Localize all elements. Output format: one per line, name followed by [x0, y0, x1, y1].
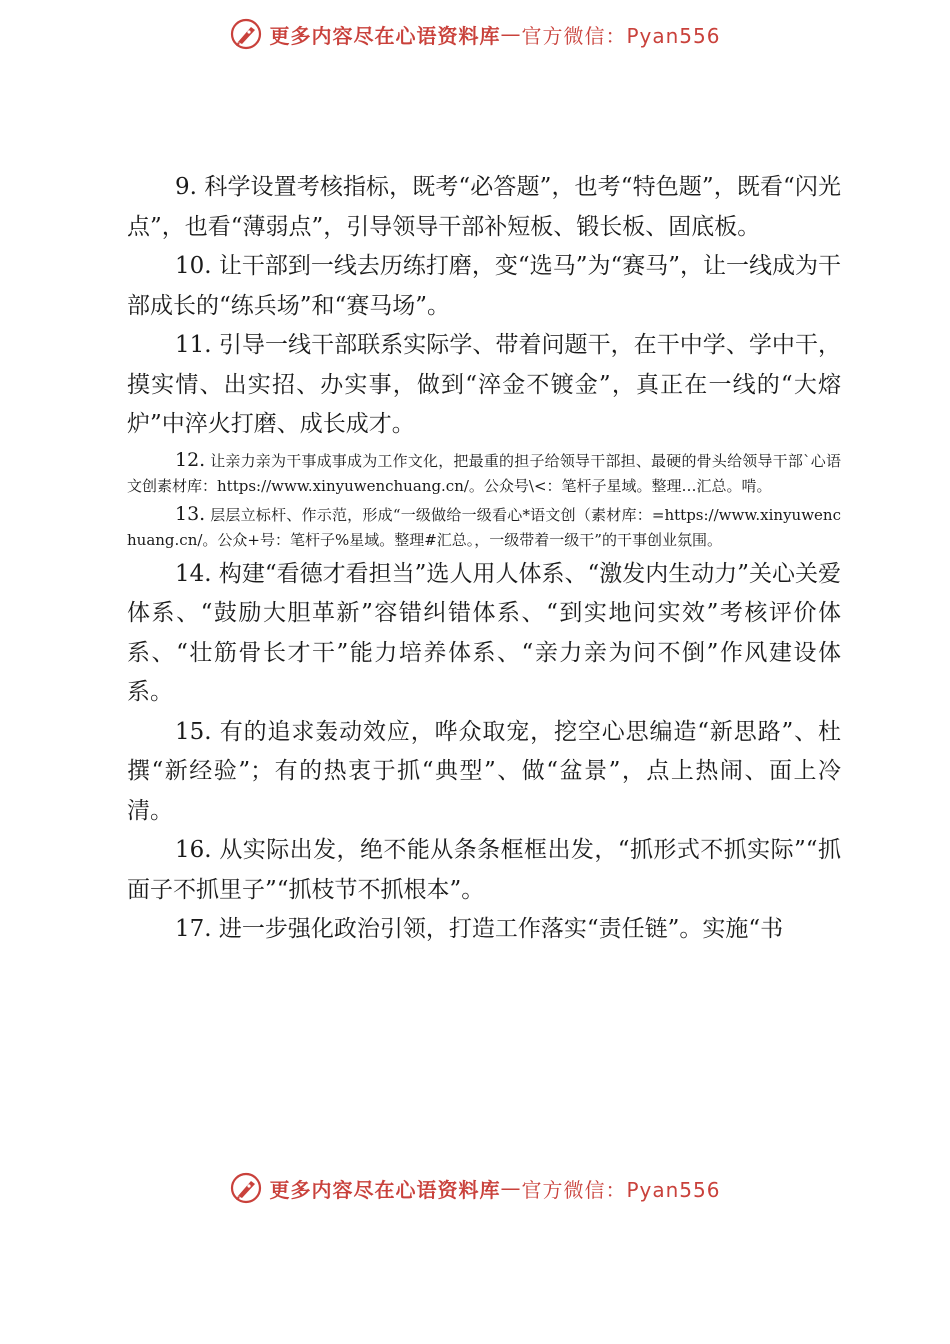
pen-nib-logo-icon [229, 1171, 263, 1205]
paragraph-13-text: 层层立标杆、作示范，形成“一级做给一级看心*语文创（素材库：=https://www.xinyuwenchuang.cn/。公众+号：笔杆子%星域。整理#汇总。，一级带着一级干”的干事创业氛围。 [127, 505, 841, 549]
paragraph-12 [127, 448, 841, 499]
header-wechat: 官方微信：Pyan556 [521, 23, 721, 48]
footer-slogan: 更多内容尽在心语资料库 [269, 1177, 501, 1202]
pen-nib-logo-icon [229, 17, 263, 51]
header-banner [0, 14, 950, 54]
paragraph-13-number: 13. [175, 502, 206, 525]
paragraph-14: 14. 构建“看德才看担当”选人用人体系、“激发内生动力”关心关爱体系、“鼓励大胆革新”容错纠错体系、“到实地问实效”考核评价体系、“壮筋骨长才干”能力培养体系、“亲力亲为问不倒”作风建设体系。 [127, 560, 841, 705]
paragraph-9: 9. 科学设置考核指标，既考“必答题”，也考“特色题”，既看“闪光点”，也看“薄弱点”，引导领导干部补短板、锻长板、固底板。 [127, 174, 841, 240]
paragraph-12-text: 让亲力亲为干事成事成为工作文化，把最重的担子给领导干部担、最硬的骨头给领导干部`心语文创素材库：https://www.xinyuwenchuang.cn/。公众号\<：笔杆子星域。整理…汇总。啃。 [127, 451, 841, 495]
paragraph-17: 17. 进一步强化政治引领，打造工作落实“责任链”。实施“书 [175, 916, 784, 942]
footer-wechat: 官方微信：Pyan556 [521, 1177, 721, 1202]
document-body [127, 168, 841, 950]
header-separator: — [500, 22, 522, 46]
paragraph-10: 10. 让干部到一线去历练打磨，变“选马”为“赛马”，让一线成为干部成长的“练兵场”和“赛马场”。 [127, 253, 841, 319]
paragraph-16: 16. 从实际出发，绝不能从条条框框出发，“抓形式不抓实际”“抓面子不抓里子”“抓枝节不抓根本”。 [127, 837, 841, 903]
paragraph-12-number: 12. [175, 448, 206, 471]
footer-separator: — [500, 1176, 522, 1200]
paragraph-13 [127, 502, 841, 553]
paragraph-11: 11. 引导一线干部联系实际学、带着问题干，在干中学、学中干，摸实情、出实招、办实事，做到“淬金不镀金”，真正在一线的“大熔炉”中淬火打磨、成长成才。 [127, 332, 841, 437]
paragraph-15: 15. 有的追求轰动效应，哗众取宠，挖空心思编造“新思路”、杜撰“新经验”；有的热衷于抓“典型”、做“盆景”，点上热闹、面上冷清。 [127, 718, 841, 824]
header-slogan: 更多内容尽在心语资料库 [269, 23, 501, 48]
footer-banner [0, 1168, 950, 1208]
